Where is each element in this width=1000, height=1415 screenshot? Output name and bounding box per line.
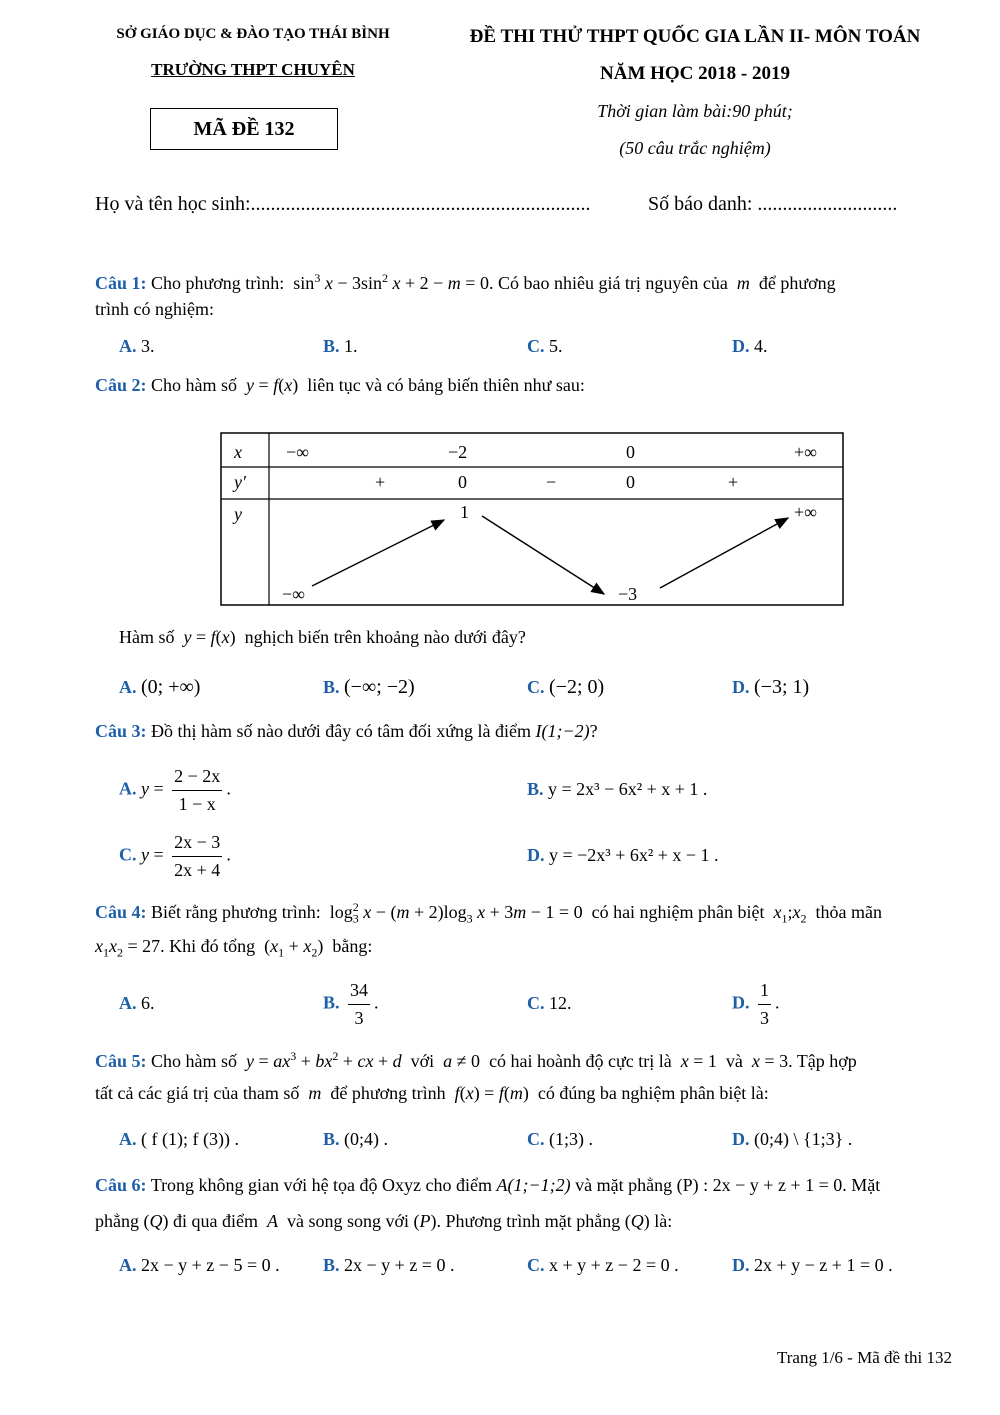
option-c[interactable]: C. y = $\frac{2x - 3}{2x + 4}$ .	[119, 832, 231, 880]
variable-m: m	[732, 273, 755, 293]
question-label: Câu 4:	[95, 902, 147, 922]
option-a[interactable]: A. ( f (1); f (3)) .	[119, 1129, 239, 1149]
option-a[interactable]: A. 6.	[119, 993, 155, 1013]
variation-table	[220, 432, 844, 606]
option-a[interactable]: A. 2x − y + z − 5 = 0 .	[119, 1255, 280, 1275]
option-d[interactable]: D. $\frac{1}{3}$ .	[732, 980, 780, 1028]
question-6-cont: phẳng (Q) đi qua điểm A và song song với (P). Phương trình mặt phẳng (Q) là:	[95, 1211, 673, 1231]
equation: $\log_3^2 x - (m + 2)\log_3$ x + 3m − 1 = 0	[325, 900, 588, 926]
x-value: +∞	[794, 442, 817, 462]
question-text: liên tục và có bảng biến thiên như sau:	[307, 375, 585, 395]
row-label-x: x	[234, 442, 242, 462]
option-a[interactable]: A. y = $\frac{2 - 2x}{1 - x}$ .	[119, 766, 231, 814]
option-b[interactable]: B. (−∞; −2)	[323, 676, 415, 698]
question-text: Cho phương trình:	[151, 273, 285, 293]
option-c[interactable]: C. (1;3) .	[527, 1129, 593, 1149]
question-text: . Có bao nhiêu giá trị nguyên của	[488, 273, 728, 293]
x-value: −2	[448, 442, 468, 462]
option-b[interactable]: B. $\frac{34}{3}$ .	[323, 980, 379, 1028]
option-c[interactable]: C. 12.	[527, 993, 572, 1013]
exam-duration: Thời gian làm bài:90 phút;	[597, 101, 793, 121]
student-name-field: Họ và tên học sinh:....................................................................	[95, 193, 591, 215]
yprime-sign: −	[546, 472, 557, 492]
school-name: TRƯỜNG THPT CHUYÊN	[151, 60, 355, 79]
question-label: Câu 3:	[95, 721, 147, 741]
question-label: Câu 1:	[95, 273, 147, 293]
question-text: trình có nghiệm:	[95, 299, 214, 319]
yprime-value: 0	[458, 472, 467, 492]
option-d[interactable]: D. 2x + y − z + 1 = 0 .	[732, 1255, 893, 1275]
option-b[interactable]: B. y = 2x³ − 6x² + x + 1 .	[527, 779, 708, 799]
question-4-cont: $x_1x_2 = 27$. Khi đó tổng $(x_1 + x_2)$ bằng:	[95, 936, 373, 960]
point-i: I(1;−2)	[535, 721, 590, 741]
y-value: +∞	[794, 502, 817, 522]
question-label: Câu 2:	[95, 375, 147, 395]
page-footer: Trang 1/6 - Mã đề thi 132	[776, 1348, 952, 1367]
option-c[interactable]: C. 5.	[527, 336, 563, 356]
y-value: 1	[460, 502, 469, 522]
question-text: có hai nghiệm phân biệt	[591, 902, 765, 922]
exam-code-box: MÃ ĐỀ 132	[150, 108, 338, 150]
row-label-yprime: y′	[234, 472, 246, 492]
student-id-field: Số báo danh: ............................	[648, 193, 898, 215]
question-1	[95, 271, 955, 294]
question-6: Câu 6: Trong không gian với hệ tọa độ Oxyz cho điểm A(1;−1;2) và mặt phẳng (P) : 2x − y + z + 1 = 0. Mặt	[95, 1175, 881, 1195]
x-value: −∞	[286, 442, 309, 462]
equation: $\sin^3 x - 3\sin^2$ x + 2 − m = 0	[288, 271, 489, 293]
option-a[interactable]: A. (0; +∞)	[119, 676, 201, 698]
yprime-value: 0	[626, 472, 635, 492]
question-text: để phương	[758, 273, 836, 293]
y-value: −3	[618, 584, 638, 604]
option-c[interactable]: C. x + y + z − 2 = 0 .	[527, 1255, 679, 1275]
question-text: Biết rằng phương trình:	[151, 902, 321, 922]
yprime-sign: +	[728, 472, 739, 492]
row-label-y: y	[234, 504, 242, 524]
option-a[interactable]: A. 3.	[119, 336, 155, 356]
question-3: Câu 3: Đồ thị hàm số nào dưới đây có tâm đối xứng là điểm I(1;−2)?	[95, 721, 598, 741]
question-2-sub: Hàm số y = f(x) nghịch biến trên khoảng nào dưới đây?	[119, 627, 526, 647]
y-value: −∞	[282, 584, 305, 604]
option-d[interactable]: D. 4.	[732, 336, 768, 356]
question-4: Câu 4: Biết rằng phương trình: $\log_3^2 x - (m + 2)\log_3$ x + 3m − 1 = 0 có hai nghiệm phân biệt $x_1;x_2$ thỏa mãn	[95, 900, 883, 926]
department: SỞ GIÁO DỤC & ĐÀO TẠO THÁI BÌNH	[116, 26, 390, 42]
option-d[interactable]: D. (−3; 1)	[732, 676, 810, 698]
option-c[interactable]: C. (−2; 0)	[527, 676, 605, 698]
question-2	[95, 375, 585, 396]
option-b[interactable]: B. (0;4) .	[323, 1129, 389, 1149]
school-year: NĂM HỌC 2018 - 2019	[600, 63, 790, 84]
option-b[interactable]: B. 2x − y + z = 0 .	[323, 1255, 455, 1275]
yprime-sign: +	[375, 472, 386, 492]
question-5: Câu 5: Cho hàm số $y = ax^3 + bx^2$ + cx + d với a ≠ 0 có hai hoành độ cực trị là x = 1 và x = 3. Tập hợp	[95, 1049, 857, 1071]
question-5-cont: tất cả các giá trị của tham số m để phương trình f(x) = f(m) có đúng ba nghiệm phân biệt là:	[95, 1083, 769, 1103]
function-expr: y = f(x)	[246, 375, 303, 395]
question-text: Đồ thị hàm số nào dưới đây có tâm đối xứng là điểm	[151, 721, 531, 741]
option-d[interactable]: D. y = −2x³ + 6x² + x − 1 .	[527, 845, 719, 865]
exam-title: ĐỀ THI THỬ THPT QUỐC GIA LẦN II- MÔN TOÁN	[469, 26, 921, 47]
question-label: Câu 5:	[95, 1051, 147, 1071]
option-b[interactable]: B. 1.	[323, 336, 358, 356]
question-text: thỏa mãn	[815, 902, 883, 922]
question-count: (50 câu trắc nghiệm)	[619, 138, 771, 158]
option-d[interactable]: D. (0;4) \ {1;3} .	[732, 1129, 853, 1149]
question-label: Câu 6:	[95, 1175, 147, 1195]
question-text: Cho hàm số	[151, 375, 238, 395]
x-value: 0	[626, 442, 635, 462]
